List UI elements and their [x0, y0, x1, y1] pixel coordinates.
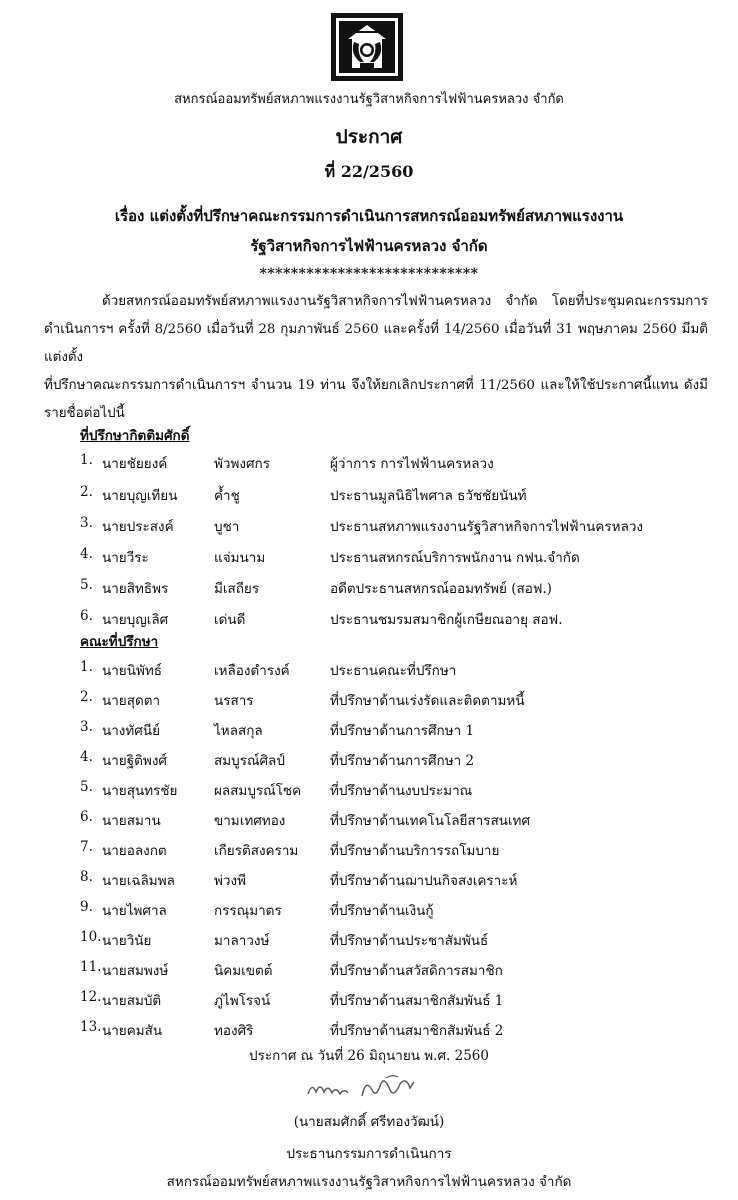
member-position: อดีตประธานสหกรณ์ออมทรัพย์ (สอฟ.) — [330, 581, 552, 597]
member-position: ที่ปรึกษาด้านการศึกษา 2 — [330, 753, 475, 769]
honorary-member-row — [80, 608, 700, 634]
member-last-name: มาลาวงษ์ — [214, 933, 270, 949]
member-position: ที่ปรึกษาด้านการศึกษา 1 — [330, 723, 475, 739]
member-position: ที่ปรึกษาด้านงบประมาณ — [330, 783, 473, 799]
member-first-name: นางทัศนีย์ — [102, 723, 161, 739]
honorary-member-row — [80, 515, 700, 541]
member-first-name: นายประสงค์ — [102, 519, 174, 535]
member-first-name: นายบุญเทียน — [102, 488, 178, 504]
member-number: 5. — [80, 577, 93, 593]
member-number: 2. — [80, 484, 93, 500]
signer-organization: สหกรณ์ออมทรัพย์สหภาพแรงงานรัฐวิสาหกิจการไฟฟ้านครหลวง จำกัด — [166, 1174, 572, 1190]
honorary-member-row — [80, 577, 700, 603]
honorary-member-row — [80, 546, 700, 572]
member-position: ที่ปรึกษาด้านฌาปนกิจสงเคราะห์ — [330, 873, 518, 889]
separator-stars: **************************** — [259, 266, 479, 282]
member-number: 3. — [80, 719, 93, 735]
advisor-member-row — [80, 689, 700, 715]
member-last-name: ค้ำชู — [214, 488, 240, 504]
member-last-name: พัวพงศกร — [214, 456, 270, 472]
handwritten-signature-icon — [300, 1068, 450, 1108]
organization-name: สหกรณ์ออมทรัพย์สหภาพแรงงานรัฐวิสาหกิจการไฟฟ้านครหลวง จำกัด — [174, 92, 564, 107]
advisor-member-row — [80, 929, 700, 955]
body-line: ด้วยสหกรณ์ออมทรัพย์สหภาพแรงงานรัฐวิสาหกิจการไฟฟ้านครหลวง จำกัด โดยที่ประชุมคณะกรรมการ — [102, 294, 708, 309]
announcement-title: ประกาศ — [335, 126, 403, 148]
member-position: ประธานคณะที่ปรึกษา — [330, 663, 457, 679]
member-first-name: นายวีระ — [102, 550, 149, 566]
member-position: ที่ปรึกษาด้านสวัสดิการสมาชิก — [330, 963, 503, 979]
member-position: ประธานชมรมสมาชิกผู้เกษียณอายุ สอฟ. — [330, 612, 563, 628]
advisor-member-row — [80, 959, 700, 985]
subject-line-2: รัฐวิสาหกิจการไฟฟ้านครหลวง จำกัด — [250, 237, 488, 255]
member-position: ที่ปรึกษาด้านบริการรถโมบาย — [330, 843, 500, 859]
advisor-member-row — [80, 1019, 700, 1045]
signer-name: (นายสมศักดิ์ ศรีทองวัฒน์) — [293, 1114, 445, 1130]
honorary-advisors-heading: ที่ปรึกษากิตติมศักดิ์ — [80, 428, 190, 444]
member-last-name: เกียรติสงคราม — [214, 843, 299, 859]
member-first-name: นายคมสัน — [102, 1023, 163, 1039]
member-number: 1. — [80, 659, 93, 675]
member-number: 7. — [80, 839, 93, 855]
member-number: 13. — [80, 1019, 102, 1035]
member-first-name: นายสุนทรชัย — [102, 783, 178, 799]
member-first-name: นายบุญเลิศ — [102, 612, 169, 628]
advisor-member-row — [80, 839, 700, 865]
member-number: 3. — [80, 515, 93, 531]
member-last-name: มีเสถียร — [214, 581, 260, 597]
member-number: 10. — [80, 929, 102, 945]
member-number: 4. — [80, 749, 93, 765]
member-number: 12. — [80, 989, 102, 1005]
member-first-name: นายสิทธิพร — [102, 581, 169, 597]
member-last-name: ภู่ไพโรจน์ — [214, 993, 271, 1009]
member-position: ที่ปรึกษาด้านสมาชิกสัมพันธ์ 1 — [330, 993, 504, 1009]
body-paragraph — [44, 288, 708, 428]
member-position: ที่ปรึกษาด้านเทคโนโลยีสารสนเทศ — [330, 813, 531, 829]
member-number: 9. — [80, 899, 93, 915]
member-last-name: บูชา — [214, 519, 240, 535]
honorary-member-row — [80, 484, 700, 510]
member-last-name: เด่นดี — [214, 612, 246, 628]
member-number: 4. — [80, 546, 93, 562]
member-last-name: ผลสมบูรณ์โชค — [214, 783, 302, 799]
member-position: ที่ปรึกษาด้านสมาชิกสัมพันธ์ 2 — [330, 1023, 504, 1039]
member-first-name: นายสมบัติ — [102, 993, 162, 1009]
member-position: ประธานสหกรณ์บริการพนักงาน กฟน.จำกัด — [330, 550, 580, 566]
advisor-member-row — [80, 899, 700, 925]
member-last-name: นรสาร — [214, 693, 254, 709]
member-first-name: นายนิพัทธ์ — [102, 663, 162, 679]
advisor-member-row — [80, 989, 700, 1015]
member-position: ที่ปรึกษาด้านเร่งรัดและติดตามหนี้ — [330, 693, 525, 709]
signer-title: ประธานกรรมการดำเนินการ — [286, 1146, 452, 1162]
member-position: ผู้ว่าการ การไฟฟ้านครหลวง — [330, 456, 494, 472]
member-first-name: นายเฉลิมพล — [102, 873, 175, 889]
member-number: 2. — [80, 689, 93, 705]
member-last-name: ขามเทศทอง — [214, 813, 286, 829]
member-first-name: นายฐิติพงศ์ — [102, 753, 167, 769]
member-first-name: นายอลงกต — [102, 843, 167, 859]
member-last-name: เหลืองดำรงค์ — [214, 663, 290, 679]
member-last-name: นิคมเขตต์ — [214, 963, 273, 979]
advisor-member-row — [80, 659, 700, 685]
member-number: 6. — [80, 809, 93, 825]
cooperative-seal-logo — [330, 12, 404, 82]
honorary-member-row — [80, 452, 700, 478]
member-last-name: ทองศิริ — [214, 1023, 254, 1039]
member-number: 11. — [80, 959, 102, 975]
advisor-member-row — [80, 749, 700, 775]
member-last-name: สมบูรณ์ศิลป์ — [214, 753, 285, 769]
member-first-name: นายสมพงษ์ — [102, 963, 169, 979]
body-line: รายชื่อต่อไปนี้ — [44, 406, 125, 421]
member-first-name: นายสมาน — [102, 813, 161, 829]
advisor-member-row — [80, 719, 700, 745]
member-last-name: ไหลสกุล — [214, 723, 263, 739]
advisor-member-row — [80, 779, 700, 805]
member-first-name: นายชัยยงค์ — [102, 456, 168, 472]
member-first-name: นายไพศาล — [102, 903, 167, 919]
member-position: ที่ปรึกษาด้านเงินกู้ — [330, 903, 434, 919]
member-position: ที่ปรึกษาด้านประชาสัมพันธ์ — [330, 933, 489, 949]
member-last-name: แจ่มนาม — [214, 550, 266, 566]
body-line: ดำเนินการฯ ครั้งที่ 8/2560 เมื่อวันที่ 28 กุมภาพันธ์ 2560 และครั้งที่ 14/2560 เมื่อวันที่ 31 พฤษภาคม 2560 มีมติแต่งตั้ง — [44, 322, 708, 365]
body-line: ที่ปรึกษาคณะกรรมการดำเนินการฯ จำนวน 19 ท่าน จึงให้ยกเลิกประกาศที่ 11/2560 และให้ใช้ประกาศนี้แทน ดังมี — [44, 378, 708, 393]
member-position: ประธานมูลนิธิไพศาล ธวัชชัยนันท์ — [330, 488, 527, 504]
announcement-number: ที่ 22/2560 — [324, 162, 414, 181]
member-position: ประธานสหภาพแรงงานรัฐวิสาหกิจการไฟฟ้านครหลวง — [330, 519, 644, 535]
advisor-member-row — [80, 809, 700, 835]
announcement-date: ประกาศ ณ วันที่ 26 มิถุนายน พ.ศ. 2560 — [249, 1048, 489, 1064]
member-last-name: กรรณุมาตร — [214, 903, 282, 919]
member-number: 1. — [80, 452, 93, 468]
member-first-name: นายสุดตา — [102, 693, 161, 709]
advisory-board-heading: คณะที่ปรึกษา — [80, 634, 159, 650]
member-first-name: นายวินัย — [102, 933, 152, 949]
member-number: 8. — [80, 869, 93, 885]
member-number: 6. — [80, 608, 93, 624]
member-number: 5. — [80, 779, 93, 795]
subject-line-1: เรื่อง แต่งตั้งที่ปรึกษาคณะกรรมการดำเนินการสหกรณ์ออมทรัพย์สหภาพแรงงาน — [114, 207, 624, 225]
advisor-member-row — [80, 869, 700, 895]
member-last-name: พ่วงพี — [214, 873, 246, 889]
